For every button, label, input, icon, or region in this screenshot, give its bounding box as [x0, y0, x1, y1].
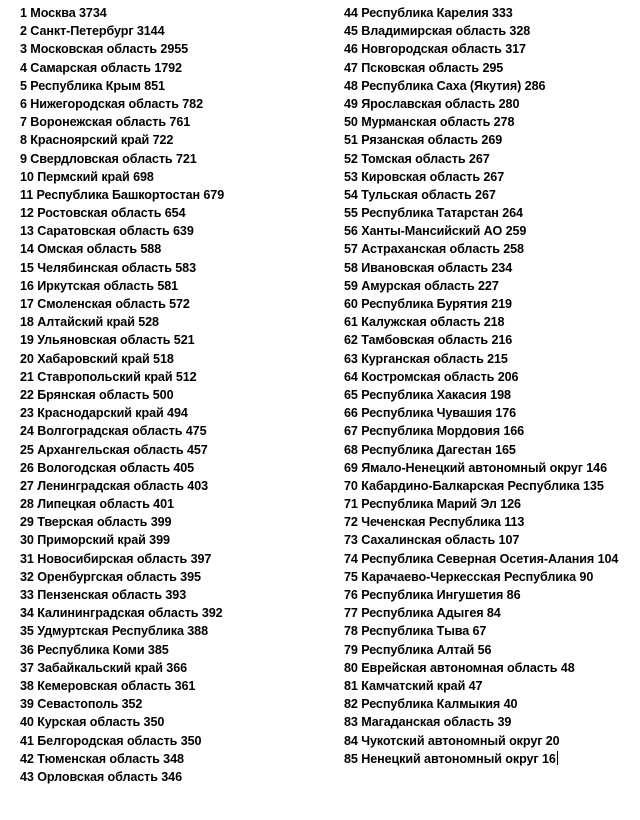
list-item-text: 20 Хабаровский край 518 [20, 351, 174, 366]
list-item [344, 22, 640, 40]
list-item-text: 33 Пензенская область 393 [20, 588, 187, 602]
list-item [20, 695, 330, 713]
list-item [20, 113, 330, 131]
list-item [344, 622, 640, 640]
list-item [344, 459, 640, 477]
list-item [344, 677, 640, 695]
right-column-list [344, 4, 640, 768]
list-item-text: 64 Костромская область 206 [344, 369, 519, 384]
list-item [20, 732, 330, 750]
list-item-text: 57 Астраханская область 258 [344, 242, 524, 257]
list-item-text: 62 Тамбовская область 216 [344, 333, 513, 348]
list-item [344, 4, 640, 22]
list-item [20, 368, 330, 386]
list-item [344, 222, 640, 240]
list-item [20, 495, 330, 513]
list-item-text: 54 Тульская область 267 [344, 187, 496, 202]
list-item [344, 441, 640, 459]
list-item-text: 84 Чукотский автономный округ 20 [344, 733, 560, 748]
list-item [20, 40, 330, 58]
list-item-text: 16 Иркутская область 581 [20, 278, 179, 293]
list-item [344, 295, 640, 313]
list-item [344, 568, 640, 586]
list-item [20, 659, 330, 677]
list-item [344, 422, 640, 440]
text-cursor [557, 751, 558, 765]
list-item [20, 277, 330, 295]
list-item-text: 21 Ставропольский край 512 [20, 369, 197, 384]
list-item-text: 10 Пермский край 698 [20, 169, 154, 184]
list-item [344, 277, 640, 295]
list-item [20, 622, 330, 640]
list-item-text: 22 Брянская область 500 [20, 387, 174, 402]
list-item [20, 568, 330, 586]
list-item [20, 386, 330, 404]
list-item-text: 68 Республика Дагестан 165 [344, 442, 516, 457]
list-item-text: 34 Калининградская область 392 [20, 606, 223, 621]
list-item [344, 750, 640, 768]
list-item [20, 404, 330, 422]
list-item [344, 404, 640, 422]
list-item [20, 477, 330, 495]
list-item [20, 604, 330, 622]
list-item [20, 513, 330, 531]
list-item-text: 2 Санкт-Петербург 3144 [20, 24, 165, 39]
list-item [344, 713, 640, 731]
list-item [344, 40, 640, 58]
list-item [20, 641, 330, 659]
list-item [344, 331, 640, 349]
list-item-text: 27 Ленинградская область 403 [20, 478, 209, 493]
list-item-text: 61 Калужская область 218 [344, 315, 505, 330]
list-item [20, 186, 330, 204]
list-item-text: 7 Воронежская область 761 [20, 115, 191, 130]
list-item-text: 53 Кировская область 267 [344, 169, 505, 184]
list-item-text: 13 Саратовская область 639 [20, 224, 194, 239]
list-item-text: 28 Липецкая область 401 [20, 497, 174, 512]
list-item [20, 459, 330, 477]
list-item-text: 17 Смоленская область 572 [20, 297, 190, 311]
list-item-text: 44 Республика Карелия 333 [344, 6, 513, 20]
list-item-text: 42 Тюменская область 348 [20, 751, 184, 766]
list-item-text: 30 Приморский край 399 [20, 533, 170, 548]
list-item-text: 59 Амурская область 227 [344, 278, 499, 293]
list-item-text: 38 Кемеровская область 361 [20, 678, 196, 693]
list-item-text: 75 Карачаево-Черкесская Республика 90 [344, 569, 594, 584]
list-item-text: 65 Республика Хакасия 198 [344, 387, 511, 402]
list-item [344, 168, 640, 186]
list-item [20, 531, 330, 549]
list-item [344, 386, 640, 404]
list-item-text: 25 Архангельская область 457 [20, 442, 208, 457]
list-item-text: 77 Республика Адыгея 84 [344, 606, 501, 621]
list-item-text: 26 Вологодская область 405 [20, 460, 195, 475]
list-item [20, 550, 330, 568]
list-item [344, 95, 640, 113]
list-item-text: 32 Оренбургская область 395 [20, 569, 201, 584]
list-item [20, 295, 330, 313]
list-item [20, 222, 330, 240]
list-item [20, 586, 330, 604]
list-item [344, 150, 640, 168]
list-item [344, 695, 640, 713]
list-item [20, 77, 330, 95]
list-item-text: 41 Белгородская область 350 [20, 733, 202, 748]
list-item [20, 95, 330, 113]
list-item [20, 422, 330, 440]
list-item-text: 43 Орловская область 346 [20, 769, 182, 784]
list-item-text: 81 Камчатский край 47 [344, 678, 483, 693]
list-item [20, 313, 330, 331]
list-item [344, 113, 640, 131]
list-item [20, 240, 330, 258]
list-item [20, 768, 330, 786]
list-item-text: 18 Алтайский край 528 [20, 315, 159, 330]
list-item-text: 9 Свердловская область 721 [20, 151, 197, 166]
list-item-text: 55 Республика Татарстан 264 [344, 206, 523, 221]
list-item [344, 732, 640, 750]
list-item-text: 74 Республика Северная Осетия-Алания 104 [344, 551, 619, 566]
list-item-text: 6 Нижегородская область 782 [20, 96, 203, 111]
list-item-text: 11 Республика Башкортостан 679 [20, 187, 225, 202]
list-item-text: 15 Челябинская область 583 [20, 260, 196, 275]
list-item-text: 56 Ханты-Мансийский АО 259 [344, 224, 527, 239]
list-item-text: 78 Республика Тыва 67 [344, 624, 487, 639]
list-item-text: 14 Омская область 588 [20, 242, 162, 257]
list-item-text: 45 Владимирская область 328 [344, 24, 531, 39]
list-item-text: 66 Республика Чувашия 176 [344, 406, 517, 421]
list-item-text: 35 Удмуртская Республика 388 [20, 624, 208, 639]
list-item-text: 49 Ярославская область 280 [344, 96, 520, 111]
list-item-text: 3 Московская область 2955 [20, 42, 189, 57]
list-item [344, 586, 640, 604]
list-item-text: 60 Республика Бурятия 219 [344, 297, 512, 311]
list-item [20, 259, 330, 277]
list-item [20, 22, 330, 40]
list-item-text: 76 Республика Ингушетия 86 [344, 588, 521, 602]
list-item [20, 677, 330, 695]
list-item [344, 131, 640, 149]
list-item [344, 77, 640, 95]
list-item-text: 71 Республика Марий Эл 126 [344, 497, 521, 512]
list-item-text: 1 Москва 3734 [20, 6, 107, 20]
list-item [344, 259, 640, 277]
left-column-list [20, 4, 330, 786]
list-item [20, 204, 330, 222]
list-item [344, 240, 640, 258]
list-item-text: 72 Чеченская Республика 113 [344, 515, 525, 530]
list-item [344, 477, 640, 495]
list-item [20, 59, 330, 77]
list-item-text: 39 Севастополь 352 [20, 697, 143, 712]
list-item-text: 5 Республика Крым 851 [20, 78, 165, 93]
list-item-text: 83 Магаданская область 39 [344, 715, 512, 730]
list-item-text: 37 Забайкальский край 366 [20, 660, 188, 675]
list-item [344, 350, 640, 368]
list-item [20, 168, 330, 186]
list-item [20, 331, 330, 349]
list-item [344, 204, 640, 222]
list-item-text: 48 Республика Саха (Якутия) 286 [344, 78, 546, 93]
list-item-text: 70 Кабардино-Балкарская Республика 135 [344, 478, 604, 493]
list-item-text: 67 Республика Мордовия 166 [344, 424, 525, 439]
list-item [20, 131, 330, 149]
list-item-text: 73 Сахалинская область 107 [344, 533, 520, 548]
list-item-text: 79 Республика Алтай 56 [344, 642, 492, 657]
list-item [20, 441, 330, 459]
list-item-text: 31 Новосибирская область 397 [20, 551, 212, 566]
list-item [344, 641, 640, 659]
list-item [20, 713, 330, 731]
list-item-text: 46 Новгородская область 317 [344, 42, 526, 57]
list-item-text: 51 Рязанская область 269 [344, 133, 503, 148]
list-item-text: 23 Краснодарский край 494 [20, 406, 188, 421]
list-item-text: 36 Республика Коми 385 [20, 642, 169, 657]
list-item [344, 550, 640, 568]
list-item [344, 659, 640, 677]
list-item-text: 69 Ямало-Ненецкий автономный округ 146 [344, 460, 607, 475]
list-item [344, 495, 640, 513]
list-item-text: 80 Еврейская автономная область 48 [344, 660, 575, 675]
list-item-text: 4 Самарская область 1792 [20, 60, 182, 75]
list-item [344, 313, 640, 331]
list-item-text: 63 Курганская область 215 [344, 351, 508, 366]
list-item-text: 52 Томская область 267 [344, 151, 490, 166]
list-item [344, 186, 640, 204]
list-item-text: 50 Мурманская область 278 [344, 115, 515, 130]
list-item-text: 85 Ненецкий автономный округ 16 [344, 751, 556, 766]
list-item-text: 82 Республика Калмыкия 40 [344, 697, 518, 712]
list-item [20, 150, 330, 168]
list-item-text: 24 Волгоградская область 475 [20, 424, 207, 439]
list-item [20, 750, 330, 768]
list-item [20, 350, 330, 368]
list-item-text: 8 Красноярский край 722 [20, 133, 174, 148]
list-item-text: 12 Ростовская область 654 [20, 206, 186, 221]
list-item-text: 40 Курская область 350 [20, 715, 165, 730]
list-item [344, 59, 640, 77]
list-item [344, 368, 640, 386]
list-item-text: 58 Ивановская область 234 [344, 260, 513, 275]
list-item [344, 531, 640, 549]
list-item-text: 29 Тверская область 399 [20, 515, 172, 530]
list-item [20, 4, 330, 22]
list-item-text: 19 Ульяновская область 521 [20, 333, 195, 348]
list-item-text: 47 Псковская область 295 [344, 60, 504, 75]
list-item [344, 604, 640, 622]
list-item [344, 513, 640, 531]
